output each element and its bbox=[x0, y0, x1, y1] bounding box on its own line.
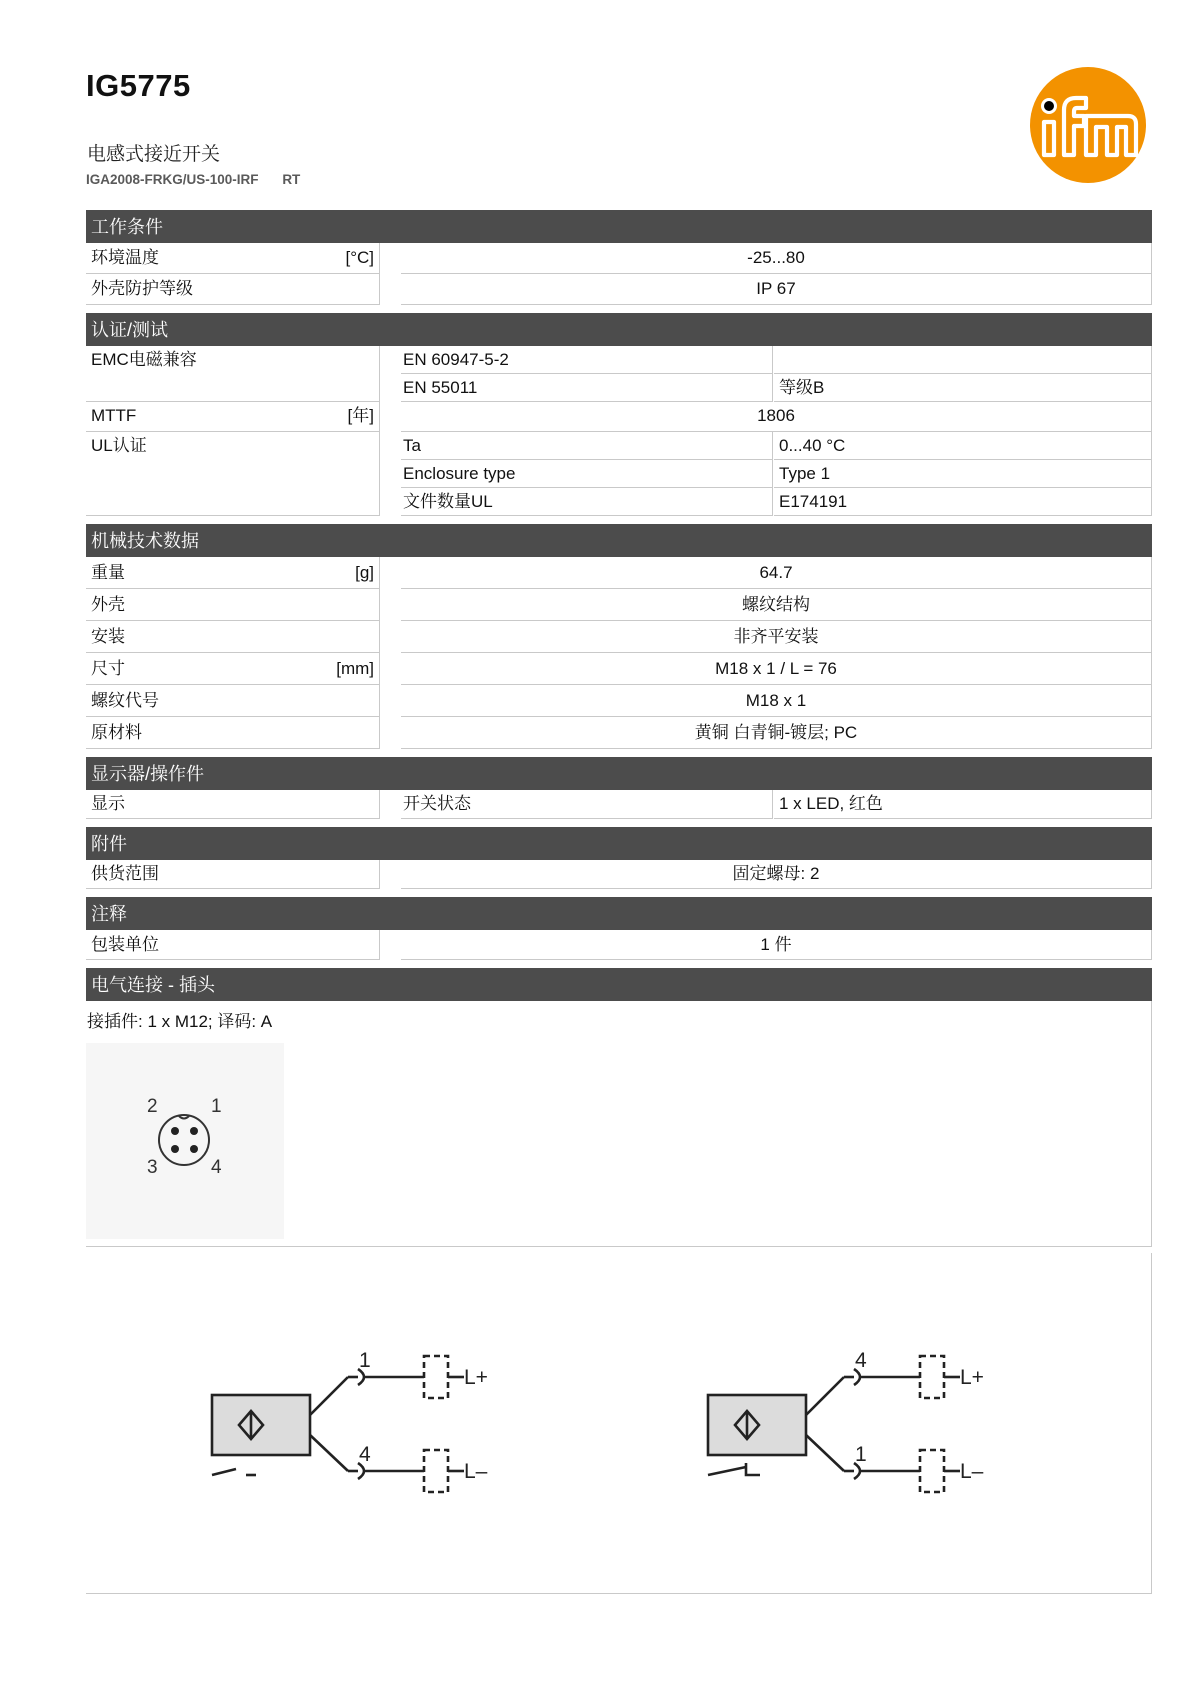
emc-row bbox=[401, 346, 1152, 374]
row-mttf bbox=[86, 402, 1152, 432]
row-label bbox=[86, 860, 380, 889]
product-code-text: IGA2008-FRKG/US-100-IRF bbox=[86, 172, 259, 187]
label-text: 外壳 bbox=[91, 595, 125, 614]
section-approvals bbox=[86, 313, 1152, 516]
display-key: 开关状态 bbox=[401, 790, 773, 819]
ul-row bbox=[401, 432, 1152, 460]
ul-value: E174191 bbox=[774, 488, 1152, 516]
section-electrical bbox=[86, 968, 1152, 1247]
ul-value: Type 1 bbox=[774, 460, 1152, 488]
row-value: 螺纹结构 bbox=[401, 589, 1152, 621]
row-display bbox=[86, 790, 1152, 819]
header bbox=[86, 0, 1152, 210]
left-load-top: L+ bbox=[464, 1366, 488, 1389]
row-label bbox=[86, 346, 380, 402]
label-text: 供货范围 bbox=[91, 864, 159, 883]
section-operating bbox=[86, 210, 1152, 305]
row-housing bbox=[86, 589, 1152, 621]
label-text: 环境温度 bbox=[91, 248, 159, 267]
label-text: 原材料 bbox=[91, 723, 142, 742]
emc-row bbox=[401, 374, 1152, 402]
section-remarks bbox=[86, 897, 1152, 960]
connector-text: 接插件: 1 x M12; 译码: A bbox=[87, 1012, 273, 1031]
product-subtitle: 电感式接近开关 bbox=[87, 144, 221, 165]
label-text: 安装 bbox=[91, 627, 125, 646]
wiring-diagram-left bbox=[212, 1356, 464, 1492]
row-label bbox=[86, 243, 380, 274]
emc-standard: EN 60947-5-2 bbox=[401, 346, 773, 374]
row-label bbox=[86, 790, 380, 819]
row-label bbox=[86, 432, 380, 516]
connector-box bbox=[86, 1001, 1152, 1247]
label-text: UL认证 bbox=[91, 436, 147, 455]
label-text: 显示 bbox=[91, 794, 125, 813]
left-pin-bottom: 4 bbox=[359, 1443, 371, 1466]
unit-text: [°C] bbox=[345, 248, 374, 267]
row-label bbox=[86, 402, 380, 432]
ul-row bbox=[401, 460, 1152, 488]
left-pin-top: 1 bbox=[359, 1349, 371, 1372]
section-accessories bbox=[86, 827, 1152, 889]
row-value: 64.7 bbox=[401, 557, 1152, 589]
right-pin-top: 4 bbox=[855, 1349, 867, 1372]
ul-key: Ta bbox=[401, 432, 773, 460]
ul-row bbox=[401, 488, 1152, 516]
emc-standard: EN 55011 bbox=[401, 374, 773, 402]
row-label bbox=[86, 930, 380, 960]
connector-pin-diagram bbox=[86, 1043, 284, 1239]
pin-label: 3 bbox=[147, 1157, 158, 1178]
wiring-diagram-right bbox=[708, 1356, 960, 1492]
ifm-logo bbox=[1028, 66, 1148, 184]
emc-class bbox=[774, 346, 1152, 374]
wiring-diagrams bbox=[86, 1253, 1152, 1594]
section-display bbox=[86, 757, 1152, 819]
row-value: 1 件 bbox=[401, 930, 1152, 960]
section-header-remarks: 注释 bbox=[86, 897, 1152, 930]
row-ul bbox=[86, 432, 1152, 516]
pin-label: 4 bbox=[211, 1157, 222, 1178]
display-row bbox=[401, 790, 1152, 819]
row-value: M18 x 1 / L = 76 bbox=[401, 653, 1152, 685]
label-text: 重量 bbox=[91, 563, 125, 582]
row-value: IP 67 bbox=[401, 274, 1152, 305]
row-scope-of-supply bbox=[86, 860, 1152, 889]
section-header-mechanical: 机械技术数据 bbox=[86, 524, 1152, 557]
row-emc bbox=[86, 346, 1152, 402]
wiring-diagram-svg bbox=[86, 1253, 1152, 1593]
m12-pinout-icon bbox=[86, 1043, 284, 1239]
row-weight bbox=[86, 557, 1152, 589]
row-value: 黄铜 白青铜-镀层; PC bbox=[401, 717, 1152, 749]
left-load-bottom: L– bbox=[464, 1460, 488, 1483]
pin-label: 1 bbox=[211, 1096, 222, 1117]
row-label bbox=[86, 274, 380, 305]
section-header-approvals: 认证/测试 bbox=[86, 313, 1152, 346]
right-pin-bottom: 1 bbox=[855, 1443, 867, 1466]
section-header-accessories: 附件 bbox=[86, 827, 1152, 860]
unit-text: [年] bbox=[347, 406, 374, 425]
ul-key: Enclosure type bbox=[401, 460, 773, 488]
right-load-top: L+ bbox=[960, 1366, 984, 1389]
ul-key: 文件数量UL bbox=[401, 488, 773, 516]
product-code bbox=[86, 172, 300, 187]
emc-values bbox=[401, 346, 1152, 402]
row-label bbox=[86, 685, 380, 717]
label-text: 外壳防护等级 bbox=[91, 279, 193, 298]
section-mechanical bbox=[86, 524, 1152, 749]
section-header-electrical: 电气连接 - 插头 bbox=[86, 968, 1152, 1001]
label-text: EMC电磁兼容 bbox=[91, 350, 197, 369]
unit-text: [g] bbox=[355, 563, 374, 582]
row-label bbox=[86, 557, 380, 589]
row-packaging bbox=[86, 930, 1152, 960]
row-materials bbox=[86, 717, 1152, 749]
pin-label: 2 bbox=[147, 1096, 158, 1117]
label-text: 尺寸 bbox=[91, 659, 125, 678]
right-load-bottom: L– bbox=[960, 1460, 984, 1483]
row-value: M18 x 1 bbox=[401, 685, 1152, 717]
row-thread bbox=[86, 685, 1152, 717]
row-value: -25...80 bbox=[401, 243, 1152, 274]
row-protection bbox=[86, 274, 1152, 305]
row-value: 固定螺母: 2 bbox=[401, 860, 1152, 889]
row-label bbox=[86, 621, 380, 653]
label-text: MTTF bbox=[91, 406, 137, 425]
row-value: 1806 bbox=[401, 402, 1152, 432]
section-header-operating: 工作条件 bbox=[86, 210, 1152, 243]
product-code-suffix: RT bbox=[282, 172, 301, 187]
unit-text: [mm] bbox=[336, 659, 374, 678]
row-ambient-temperature bbox=[86, 243, 1152, 274]
ul-values bbox=[401, 432, 1152, 516]
product-title: IG5775 bbox=[86, 68, 191, 103]
label-text: 包装单位 bbox=[91, 935, 159, 954]
display-value: 1 x LED, 红色 bbox=[774, 790, 1152, 819]
datasheet-page bbox=[86, 0, 1152, 1594]
row-dimensions bbox=[86, 653, 1152, 685]
emc-class: 等级B bbox=[774, 374, 1152, 402]
row-label bbox=[86, 717, 380, 749]
row-label bbox=[86, 653, 380, 685]
row-mounting bbox=[86, 621, 1152, 653]
ul-value: 0...40 °C bbox=[774, 432, 1152, 460]
section-header-display: 显示器/操作件 bbox=[86, 757, 1152, 790]
row-label bbox=[86, 589, 380, 621]
label-text: 螺纹代号 bbox=[91, 691, 159, 710]
row-value: 非齐平安装 bbox=[401, 621, 1152, 653]
